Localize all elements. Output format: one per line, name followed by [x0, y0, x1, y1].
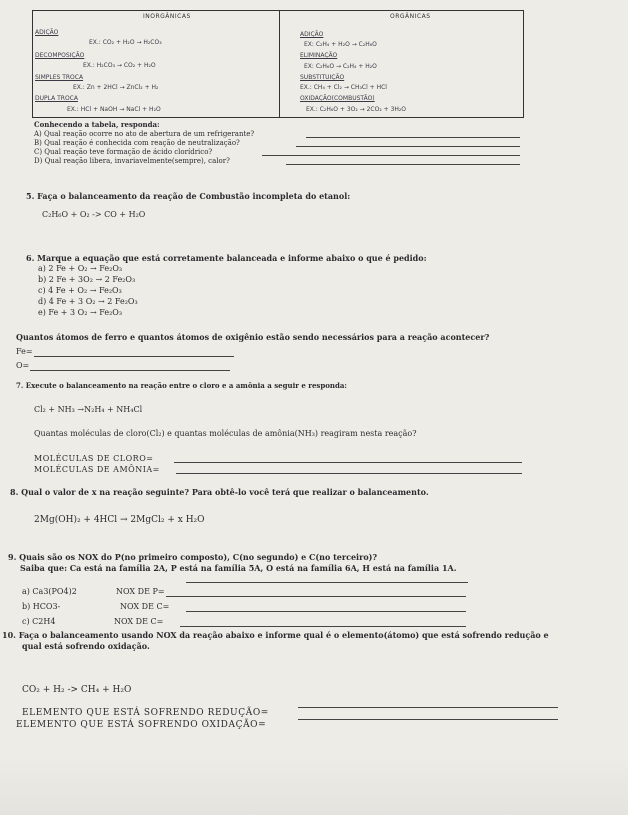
q6-option-a[interactable]: a) 2 Fe + O₂ → Fe₂O₃: [38, 264, 123, 273]
q4-item-c: C) Qual reação teve formação de ácido clorídrico?: [34, 148, 213, 156]
q10-oxidation-answer-line[interactable]: [298, 719, 558, 720]
q4-answer-line-c[interactable]: [262, 155, 520, 156]
q5-question: 5. Faça o balanceamento da reação de Combustão incompleta do etanol:: [26, 191, 351, 201]
organic-type-substitution: SUBSTITUIÇÃO: [300, 74, 345, 81]
reaction-types-table: [32, 10, 524, 118]
q6-option-d[interactable]: d) 4 Fe + 3 O₂ → 2 Fe₂O₃: [38, 297, 138, 306]
q9-hint: Saiba que: Ca está na família 2A, P está na família 5A, O está na família 6A, H está na família 1A.: [20, 563, 457, 573]
q10-reduction-label: ELEMENTO QUE ESTÁ SOFRENDO REDUÇÃO=: [22, 708, 269, 718]
q9-answer-line-c[interactable]: [180, 626, 466, 627]
q7-equation: Cl₂ + NH₃ →N₂H₄ + NH₄Cl: [34, 405, 143, 414]
inorganic-example-double-exchange: EX.: HCl + NaOH → NaCl + H₂O: [67, 106, 161, 113]
q6-option-b[interactable]: b) 2 Fe + 3O₂ → 2 Fe₂O₃: [38, 275, 136, 284]
q4-item-b: B) Qual reação é conhecida com reação de neutralização?: [34, 139, 240, 147]
q4-answer-line-d[interactable]: [286, 164, 520, 165]
inorganic-example-addition: EX.: CO₂ + H₂O → H₂CO₃: [89, 39, 162, 46]
inorganic-type-decomposition: DECOMPOSIÇÃO: [35, 52, 85, 59]
q9-separator-line: [186, 582, 468, 583]
q4-item-d: D) Qual reação libera, invariavelmente(sempre), calor?: [34, 157, 230, 165]
page-shading: [0, 755, 628, 815]
inorganic-example-simple-exchange: EX.: Zn + 2HCl → ZnCl₂ + H₂: [73, 84, 159, 91]
q4-answer-line-b[interactable]: [296, 146, 520, 147]
q7-chlorine-answer-line[interactable]: [174, 462, 522, 463]
q10-question: 10. Faça o balanceamento usando NOX da reação abaixo e informe qual é o elemento(átomo) que está sofrendo redução e: [2, 630, 549, 640]
organic-type-oxidation: OXIDAÇÃO(COMBUSTÃO): [300, 95, 375, 102]
q7-molecules-question: Quantas moléculas de cloro(Cl₂) e quantas moléculas de amônia(NH₃) reagiram nesta reação?: [34, 429, 417, 438]
inorganic-example-decomposition: EX.: H₂CO₃ → CO₂ + H₂O: [83, 62, 156, 69]
inorganic-header: INORGÂNICAS: [143, 13, 191, 20]
q7-ammonia-label: MOLÉCULAS DE AMÔNIA=: [34, 465, 160, 474]
organic-example-addition: EX: C₂H₄ + H₂O → C₂H₆O: [304, 41, 377, 48]
q6-atoms-question: Quantos átomos de ferro e quantos átomos de oxigênio estão sendo necessários para a reação acontecer?: [16, 332, 490, 342]
q6-o-answer-line[interactable]: [30, 370, 230, 371]
q6-fe-answer-line[interactable]: [34, 356, 234, 357]
q6-question: 6. Marque a equação que está corretamente balanceada e informe abaixo o que é pedido:: [26, 253, 427, 263]
q7-question: 7. Execute o balanceamento na reação entre o cloro e a amônia a seguir e responda:: [16, 381, 348, 390]
q4-intro: Conhecendo a tabela, responda:: [34, 120, 160, 129]
q9-compound-a: a) Ca3(PO4)2: [22, 587, 77, 596]
q9-answer-line-b[interactable]: [186, 611, 466, 612]
q4-answer-line-a[interactable]: [306, 137, 520, 138]
q9-nox-label-b: NOX DE C=: [120, 602, 170, 611]
q9-nox-label-a: NOX DE P=: [116, 587, 165, 596]
q6-fe-label: Fe=: [16, 347, 33, 356]
q9-nox-label-c: NOX DE C=: [114, 617, 164, 626]
organic-column: [280, 11, 524, 118]
q6-option-c[interactable]: c) 4 Fe + O₂ → Fe₂O₃: [38, 286, 122, 295]
q9-question: 9. Quais são os NOX do P(no primeiro composto), C(no segundo) e C(no terceiro)?: [8, 552, 378, 562]
q9-compound-c: c) C2H4: [22, 617, 56, 626]
q8-question: 8. Qual o valor de x na reação seguinte? Para obtê-lo você terá que realizar o balanceamento.: [10, 487, 429, 497]
organic-example-elimination: EX: C₂H₆O → C₂H₄ + H₂O: [304, 63, 377, 70]
q10-question-continued: qual está sofrendo oxidação.: [22, 641, 150, 651]
q5-equation: C₂H₆O + O₂ -> CO + H₂O: [42, 210, 146, 219]
q10-oxidation-label: ELEMENTO QUE ESTÁ SOFRENDO OXIDAÇÃO=: [16, 720, 267, 730]
inorganic-type-double-exchange: DUPLA TROCA: [35, 95, 78, 102]
inorganic-type-simple-exchange: SIMPLES TROCA: [35, 74, 84, 81]
organic-example-oxidation: EX.: C₂H₆O + 3O₂ → 2CO₂ + 3H₂O: [306, 106, 407, 113]
q6-o-label: O=: [16, 361, 30, 370]
inorganic-type-addition: ADIÇÃO: [35, 29, 59, 36]
q10-equation: CO₂ + H₂ -> CH₄ + H₂O: [22, 685, 132, 695]
q4-item-a: A) Qual reação ocorre no ato de abertura de um refrigerante?: [34, 130, 255, 138]
q7-ammonia-answer-line[interactable]: [176, 473, 522, 474]
q10-reduction-answer-line[interactable]: [298, 707, 558, 708]
organic-type-elimination: ELIMINAÇÃO: [300, 52, 338, 59]
q8-equation: 2Mg(OH)₂ + 4HCl → 2MgCl₂ + x H₂O: [34, 515, 205, 525]
q9-answer-line-a[interactable]: [166, 596, 466, 597]
q6-option-e[interactable]: e) Fe + 3 O₂ → Fe₂O₃: [38, 308, 123, 317]
q9-compound-b: b) HCO3-: [22, 602, 61, 611]
inorganic-column: [33, 11, 280, 118]
q7-chlorine-label: MOLÉCULAS DE CLORO=: [34, 454, 154, 463]
organic-example-substitution: EX.: CH₄ + Cl₂ → CH₃Cl + HCl: [300, 84, 387, 91]
organic-type-addition: ADIÇÃO: [300, 31, 324, 38]
organic-header: ORGÂNICAS: [390, 13, 431, 20]
